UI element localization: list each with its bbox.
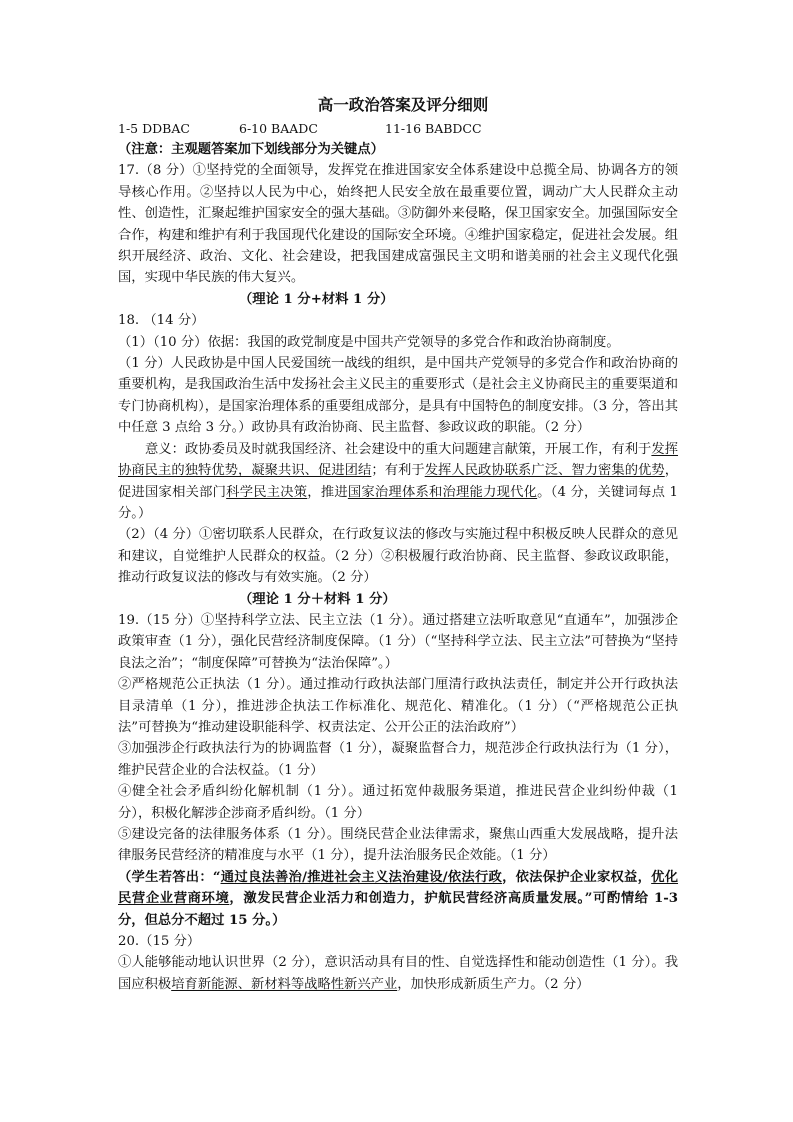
mc-answers-11-16: 11-16 BABDCC bbox=[385, 121, 482, 136]
q18-heading: 18. （14 分） bbox=[118, 313, 205, 329]
key-point: 科学民主决策 bbox=[226, 484, 308, 500]
key-point: 培育新能源、新材料等战略性新兴产业 bbox=[171, 976, 398, 992]
mc-answers-1-5: 1-5 DDBAC bbox=[118, 121, 190, 136]
q19-extra-credit: （学生若答出：“通过良法善治/推进社会主义法治建设/依法行政，依法保护企业家权益，优化民营企业营商环境，激发民营企业活力和创造力，护航民营经济高质量发展。”可酌情给 1-3 分，但总分不超过 15 分。） bbox=[118, 869, 679, 928]
q17-score-rule: （理论 1 分+材料 1 分） bbox=[239, 291, 394, 307]
q18-part2: （2）（4 分）①密切联系人民群众，在行政复议法的修改与实施过程中积极反映人民群众的意见和建议，自觉维护人民群众的权益。（2 分）②积极履行政治协商、民主监督、参政议政职能，推动行政复议法的修改与有效实施。（2 分） bbox=[118, 527, 678, 586]
q19-point-1: 19.（15 分）①坚持科学立法、民主立法（1 分）。通过搭建立法听取意见“直通车”，加强涉企政策审查（1 分），强化民营经济制度保障。（1 分）（“坚持科学立法、民主立法”可替换为“坚持良法之治”；“制度保障”可替换为“法治保障”。） bbox=[118, 612, 678, 671]
q19-point-3: ③加强涉企行政执法行为的协调监督（1 分），凝聚监督合力，规范涉企行政执法行为（1 分），维护民营企业的合法权益。（1 分） bbox=[118, 741, 678, 778]
page-title: 高一政治答案及评分细则 bbox=[317, 95, 489, 114]
q19-point-2: ②严格规范公正执法（1 分）。通过推动行政执法部门厘清行政执法责任，制定并公开行政执法目录清单（1 分），推进涉企执法工作标准化、规范化、精准化。（1 分）（“严格规范公正执法”可替换为“推动建设职能科学、权责法定、公开公正的法治政府”） bbox=[118, 677, 678, 735]
q18-score-rule: （理论 1 分＋材料 1 分） bbox=[239, 591, 396, 607]
q19-point-5: ⑤建设完备的法律服务体系（1 分）。围绕民营企业法律需求，聚焦山西重大发展战略，提升法律服务民营经济的精准度与水平（1 分），提升法治服务民企效能。（1 分） bbox=[118, 827, 678, 864]
note: （注意：主观题答案加下划线部分为关键点） bbox=[118, 142, 384, 157]
q20-point-1: ①人能够能动地认识世界（2 分），意识活动具有目的性、自觉选择性和能动创造性（1 分）。我国应积极培育新能源、新材料等战略性新兴产业，加快形成新质生产力。（2 分） bbox=[118, 955, 678, 992]
q20-heading: 20.（15 分） bbox=[118, 934, 201, 950]
key-point: 国家治理体系和治理能力现代化 bbox=[347, 484, 538, 500]
key-point: 发挥协商民主的独特优势，凝聚共识、促进团结 bbox=[118, 441, 679, 479]
mc-answers-6-10: 6-10 BAADC bbox=[239, 121, 318, 136]
answer-document bbox=[118, 93, 678, 995]
key-point: 优化民营企业营商环境 bbox=[118, 869, 679, 907]
q17-answer: 17.（8 分）①坚持党的全面领导，发挥党在推进国家安全体系建设中总揽全局、协调各方的领导核心作用。②坚持以人民为中心，始终把人民安全放在最重要位置，调动广大人民群众主动性、创造性，汇聚起维护国家安全的强大基础。③防御外来侵略，保卫国家安全。加强国际安全合作，构建和维护有利于我国现代化建设的国际安全环境。④维护国家稳定，促进社会发展。组织开展经济、政治、文化、社会建设，把我国建成富强民主文明和谐美丽的社会主义现代化强国，实现中华民族的伟大复兴。 bbox=[118, 163, 678, 286]
key-point: 通过良法善治/推进社会主义法治建设/依法行政 bbox=[220, 869, 503, 885]
key-point: 发挥人民政协联系广泛、智力密集的优势 bbox=[424, 463, 665, 479]
q18-part1-basis: （1）（10 分）依据：我国的政党制度是中国共产党领导的多党合作和政治协商制度。 bbox=[118, 334, 620, 350]
q19-point-4: ④健全社会矛盾纠纷化解机制（1 分）。通过拓宽仲裁服务渠道，推进民营企业纠纷仲裁（1 分），积极化解涉企涉商矛盾纠纷。（1 分） bbox=[118, 784, 678, 821]
multiple-choice-answers bbox=[118, 119, 678, 139]
q18-part1-significance: 意义：政协委员及时就我国经济、社会建设中的重大问题建言献策，开展工作，有利于发挥协商民主的独特优势，凝聚共识、促进团结；有利于发挥人民政协联系广泛、智力密集的优势，促进国家相关部门科学民主决策，推进国家治理体系和治理能力现代化。（4 分，关键词每点 1 分。） bbox=[118, 441, 679, 521]
q18-part1-explanation: （1 分）人民政协是中国人民爱国统一战线的组织，是中国共产党领导的多党合作和政治协商的重要机构，是我国政治生活中发扬社会主义民主的重要形式（是社会主义协商民主的重要渠道和专门协商机构），是国家治理体系的重要组成部分，是具有中国特色的制度安排。（3 分，答出其中任意 3 点给 3 分。）政协具有政治协商、民主监督、参政议政的职能。（2 分） bbox=[118, 356, 678, 436]
